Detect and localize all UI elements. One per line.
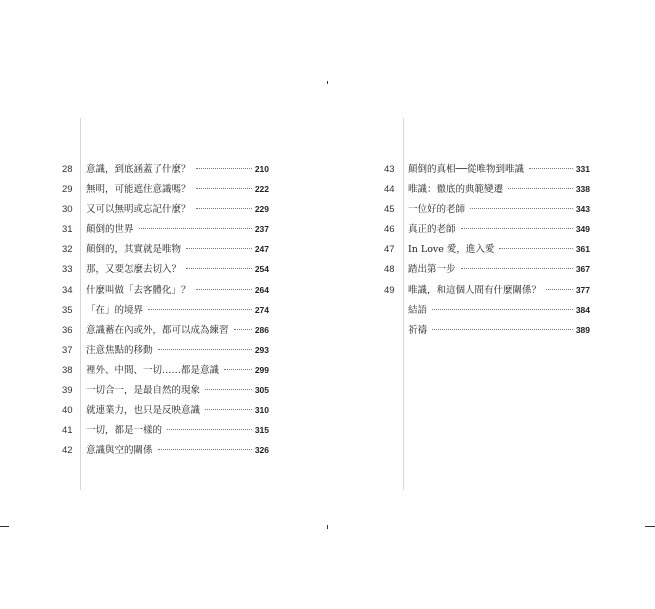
toc-entry[interactable] bbox=[62, 280, 269, 300]
toc-entry[interactable] bbox=[384, 199, 590, 219]
chapter-number: 28 bbox=[62, 164, 73, 175]
toc-entry[interactable] bbox=[62, 320, 269, 340]
page-number: 264 bbox=[254, 284, 269, 295]
toc-entry[interactable] bbox=[62, 440, 269, 460]
dot-leader bbox=[139, 228, 252, 229]
chapter-title: 那，又要怎麼去切入？ bbox=[86, 264, 182, 276]
chapter-title: 唯識，和這個人間有什麼關係？ bbox=[408, 284, 542, 296]
chapter-number: 44 bbox=[384, 184, 395, 196]
page-number: 315 bbox=[254, 425, 269, 436]
chapter-number: 37 bbox=[62, 344, 73, 356]
toc-entry[interactable] bbox=[384, 219, 590, 239]
chapter-title: 什麼叫做「去客體化」？ bbox=[86, 284, 191, 296]
chapter-title: 就連業力，也只是反映意識 bbox=[86, 405, 201, 417]
page-number: 247 bbox=[254, 244, 269, 255]
page-number: 286 bbox=[254, 324, 269, 335]
dot-leader bbox=[167, 429, 252, 430]
toc-left-column bbox=[62, 159, 269, 460]
toc-entry[interactable] bbox=[62, 219, 269, 239]
page-number: 361 bbox=[575, 244, 590, 255]
chapter-title: 一切，都是一樣的 bbox=[86, 425, 163, 437]
page-number: 305 bbox=[254, 385, 269, 396]
toc-entry[interactable] bbox=[62, 179, 269, 199]
dot-leader bbox=[186, 268, 252, 269]
dot-leader bbox=[205, 409, 252, 410]
toc-entry[interactable] bbox=[384, 179, 590, 199]
chapter-number: 43 bbox=[384, 164, 395, 175]
toc-entry[interactable] bbox=[62, 340, 269, 360]
chapter-title: 意識蓄在內或外，都可以成為練習 bbox=[86, 324, 229, 336]
chapter-title: 「在」的境界 bbox=[86, 304, 144, 316]
page-number: 384 bbox=[575, 304, 590, 315]
page-number: 367 bbox=[575, 264, 590, 275]
page-number: 210 bbox=[254, 164, 269, 174]
chapter-number: 35 bbox=[62, 304, 73, 316]
chapter-number: 42 bbox=[62, 445, 73, 457]
chapter-number: 45 bbox=[384, 204, 395, 216]
dot-leader bbox=[546, 289, 573, 290]
toc-entry[interactable] bbox=[62, 360, 269, 380]
bottom-center-mark bbox=[327, 525, 328, 529]
dot-leader bbox=[148, 309, 252, 310]
chapter-number: 38 bbox=[62, 364, 73, 376]
toc-entry[interactable] bbox=[384, 239, 590, 259]
page-number: 326 bbox=[254, 445, 269, 456]
toc-entry[interactable] bbox=[62, 159, 269, 179]
page-number: 343 bbox=[575, 204, 590, 215]
toc-entry[interactable] bbox=[62, 239, 269, 259]
toc-right-column bbox=[384, 159, 590, 340]
chapter-number: 29 bbox=[62, 184, 73, 196]
chapter-title: 顛倒的，其實就是唯物 bbox=[86, 244, 182, 256]
chapter-number: 36 bbox=[62, 324, 73, 336]
page-number: 349 bbox=[575, 224, 590, 235]
toc-entry[interactable] bbox=[62, 259, 269, 279]
chapter-number: 31 bbox=[62, 224, 73, 236]
dot-leader bbox=[186, 248, 252, 249]
page-number: 222 bbox=[254, 184, 269, 195]
dot-leader bbox=[158, 449, 252, 450]
toc-entry[interactable] bbox=[62, 420, 269, 440]
chapter-number: 48 bbox=[384, 264, 395, 276]
toc-entry[interactable] bbox=[62, 199, 269, 219]
dot-leader bbox=[234, 329, 252, 330]
dot-leader bbox=[461, 228, 573, 229]
dot-leader bbox=[432, 309, 573, 310]
chapter-number: 47 bbox=[384, 244, 395, 256]
page-number: 237 bbox=[254, 224, 269, 235]
chapter-number: 30 bbox=[62, 204, 73, 216]
chapter-number: 39 bbox=[62, 385, 73, 397]
chapter-number: 34 bbox=[62, 284, 73, 296]
chapter-title: 一位好的老師 bbox=[408, 204, 466, 216]
toc-entry[interactable] bbox=[62, 400, 269, 420]
chapter-title: 唯識：徹底的典範變遷 bbox=[408, 184, 504, 196]
dot-leader bbox=[508, 188, 573, 189]
page-number: 274 bbox=[254, 304, 269, 315]
dot-leader bbox=[196, 208, 252, 209]
chapter-title: In Love 愛，進入愛 bbox=[408, 244, 495, 256]
chapter-number: 46 bbox=[384, 224, 395, 236]
chapter-title: 又可以無明或忘記什麼？ bbox=[86, 204, 191, 216]
dot-leader bbox=[158, 349, 252, 350]
dot-leader bbox=[196, 188, 252, 189]
page-number: 310 bbox=[254, 405, 269, 416]
chapter-title: 無明，可能遮住意識嗎？ bbox=[86, 184, 191, 196]
dot-leader bbox=[499, 248, 572, 249]
toc-entry[interactable] bbox=[384, 320, 590, 340]
page-number: 377 bbox=[575, 284, 590, 295]
dot-leader bbox=[470, 208, 573, 209]
dot-leader bbox=[461, 268, 573, 269]
page-number: 299 bbox=[254, 364, 269, 375]
page-number: 331 bbox=[575, 164, 590, 174]
chapter-title: 顛倒的世界 bbox=[86, 224, 134, 236]
chapter-title: 祈禱 bbox=[408, 324, 428, 336]
chapter-title: 意識與空的關係 bbox=[86, 445, 153, 457]
chapter-number: 41 bbox=[62, 425, 73, 437]
page-number: 293 bbox=[254, 344, 269, 355]
dot-leader bbox=[529, 168, 573, 169]
toc-entry[interactable] bbox=[384, 259, 590, 279]
toc-entry[interactable] bbox=[384, 300, 590, 320]
toc-entry[interactable] bbox=[384, 280, 590, 300]
page-number: 389 bbox=[575, 324, 590, 335]
chapter-number: 32 bbox=[62, 244, 73, 256]
dot-leader bbox=[432, 329, 573, 330]
dot-leader bbox=[196, 168, 252, 169]
top-center-mark bbox=[327, 81, 328, 84]
chapter-title: 裡外、中間、一切……都是意識 bbox=[86, 364, 220, 376]
chapter-title: 結語 bbox=[408, 304, 428, 316]
page-number: 254 bbox=[254, 264, 269, 275]
page-number: 229 bbox=[254, 204, 269, 215]
chapter-title: 踏出第一步 bbox=[408, 264, 456, 276]
toc-entry[interactable] bbox=[384, 159, 590, 179]
chapter-title: 顛倒的真相──從唯物到唯識 bbox=[408, 164, 524, 175]
chapter-number: 33 bbox=[62, 264, 73, 276]
chapter-title: 意識，到底涵蓋了什麼？ bbox=[86, 164, 191, 175]
toc-entry[interactable] bbox=[62, 380, 269, 400]
chapter-title: 注意焦點的移動 bbox=[86, 344, 153, 356]
toc-entry[interactable] bbox=[62, 300, 269, 320]
chapter-number: 40 bbox=[62, 405, 73, 417]
crop-mark-left bbox=[0, 526, 9, 527]
chapter-title: 真正的老師 bbox=[408, 224, 456, 236]
chapter-number: 49 bbox=[384, 284, 395, 296]
dot-leader bbox=[205, 389, 252, 390]
dot-leader bbox=[196, 289, 252, 290]
dot-leader bbox=[224, 369, 252, 370]
crop-mark-right bbox=[645, 526, 655, 527]
chapter-title: 一切合一，是最自然的現象 bbox=[86, 385, 201, 397]
page-number: 338 bbox=[575, 184, 590, 195]
